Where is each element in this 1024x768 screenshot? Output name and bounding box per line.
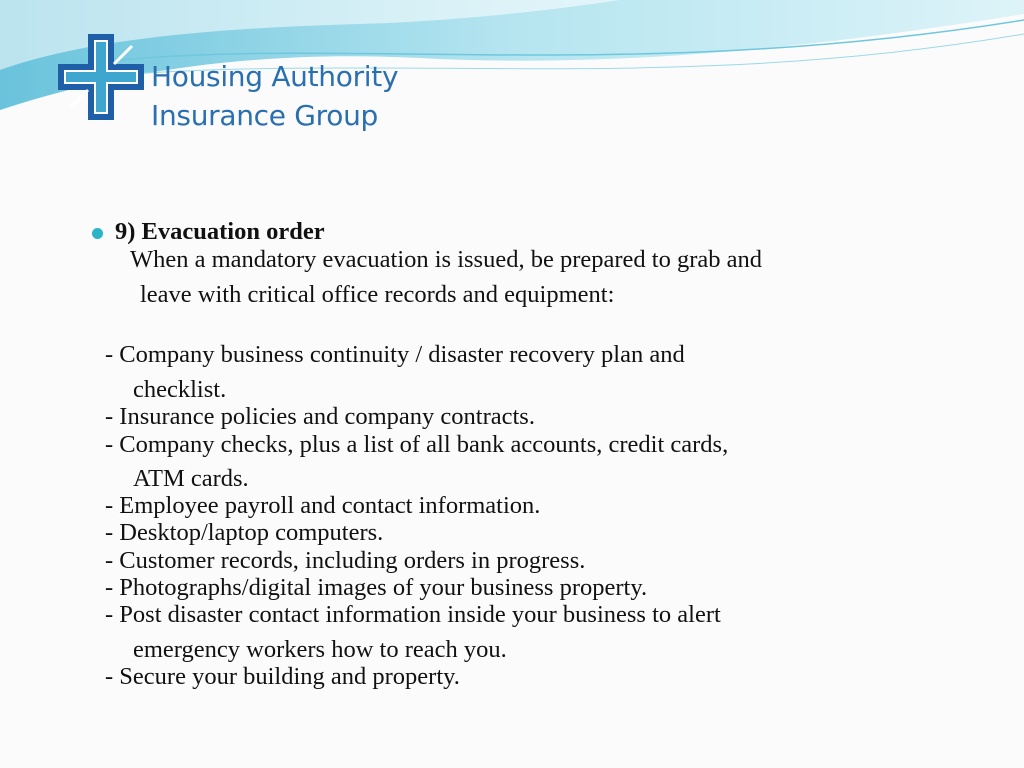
list-item-2: - Insurance policies and company contracts. xyxy=(105,403,535,430)
list-item-7: - Photographs/digital images of your business property. xyxy=(105,574,648,601)
list-item-8-continuation: emergency workers how to reach you. xyxy=(133,636,507,663)
housing-authority-logo-icon xyxy=(58,34,144,120)
list-item-3: - Company checks, plus a list of all bank accounts, credit cards, xyxy=(105,431,729,458)
list-item-4: - Employee payroll and contact information. xyxy=(105,492,541,519)
list-item-8: - Post disaster contact information inside your business to alert xyxy=(105,601,721,628)
list-item-1-continuation: checklist. xyxy=(133,376,227,403)
bullet-icon xyxy=(92,228,103,239)
list-item-9: - Secure your building and property. xyxy=(105,663,460,690)
list-item-3-continuation: ATM cards. xyxy=(133,465,249,492)
list-item-6: - Customer records, including orders in progress. xyxy=(105,547,586,574)
list-item-1: - Company business continuity / disaster recovery plan and xyxy=(105,341,685,368)
logo-text-line2: Insurance Group xyxy=(151,99,379,132)
list-item-5: - Desktop/laptop computers. xyxy=(105,519,384,546)
intro-text-line2: leave with critical office records and equipment: xyxy=(140,281,615,308)
slide-heading: 9) Evacuation order xyxy=(115,218,325,245)
logo-text-line1: Housing Authority xyxy=(151,60,399,93)
intro-text-line1: When a mandatory evacuation is issued, be prepared to grab and xyxy=(130,246,762,273)
